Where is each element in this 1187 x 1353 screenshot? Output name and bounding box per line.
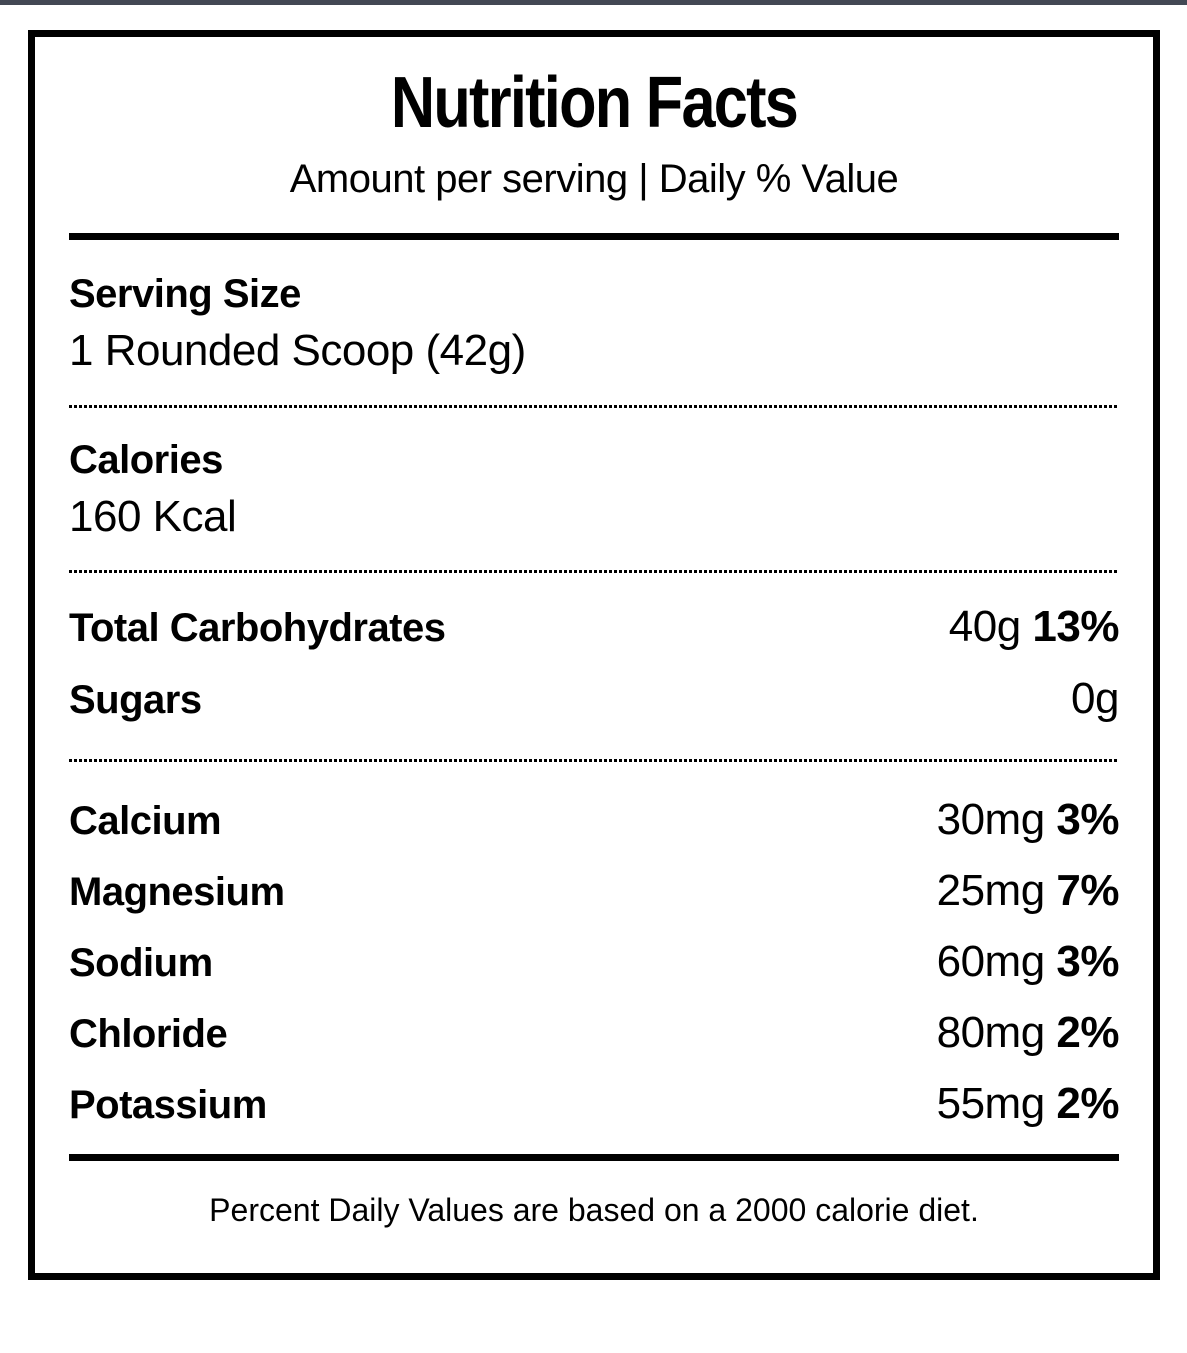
nutrient-row-sodium — [69, 937, 1119, 987]
nutrient-row-sugars — [69, 674, 1119, 724]
nutrient-daily-value: 3% — [1056, 795, 1119, 845]
nutrient-amount: 25mg — [936, 866, 1057, 916]
nutrient-row-magnesium — [69, 866, 1119, 916]
divider-dotted-carbohydrates — [69, 759, 1119, 762]
nutrient-value — [936, 795, 1119, 845]
calories-value: 160 Kcal — [69, 491, 237, 541]
nutrient-name: Sugars — [69, 678, 202, 723]
divider-dotted-calories — [69, 570, 1119, 573]
nutrient-value — [936, 1008, 1119, 1058]
nutrient-daily-value: 13% — [1032, 602, 1119, 652]
divider-thick-top — [69, 233, 1119, 240]
nutrient-daily-value: 3% — [1056, 937, 1119, 987]
calories-heading: Calories — [69, 437, 223, 482]
nutrient-row-total-carbohydrates — [69, 602, 1119, 652]
nutrient-amount: 0g — [1071, 674, 1119, 724]
nutrient-row-potassium — [69, 1079, 1119, 1129]
nutrient-daily-value: 7% — [1056, 866, 1119, 916]
nutrient-name: Chloride — [69, 1012, 228, 1057]
label-title: Nutrition Facts — [390, 63, 798, 143]
nutrient-amount: 30mg — [936, 795, 1057, 845]
nutrient-name: Magnesium — [69, 870, 285, 915]
nutrient-amount: 80mg — [936, 1008, 1057, 1058]
nutrient-name: Sodium — [69, 941, 213, 986]
divider-thick-bottom — [69, 1154, 1119, 1161]
nutrient-value — [1071, 674, 1119, 724]
nutrient-amount: 55mg — [936, 1079, 1057, 1129]
nutrition-facts-label — [28, 30, 1160, 1280]
nutrient-amount: 60mg — [936, 937, 1057, 987]
serving-size-value: 1 Rounded Scoop (42g) — [69, 326, 526, 375]
nutrient-value — [936, 937, 1119, 987]
label-subtitle: Amount per serving | Daily % Value — [289, 157, 899, 201]
divider-dotted-serving — [69, 405, 1119, 408]
nutrient-name: Total Carbohydrates — [69, 606, 446, 651]
nutrient-value — [936, 866, 1119, 916]
serving-size-heading: Serving Size — [69, 272, 301, 316]
nutrient-value — [936, 1079, 1119, 1129]
window-top-bar — [0, 0, 1187, 5]
nutrient-row-calcium — [69, 795, 1119, 845]
footer-note: Percent Daily Values are based on a 2000 calorie diet. — [209, 1192, 979, 1229]
nutrient-daily-value: 2% — [1056, 1079, 1119, 1129]
nutrient-name: Potassium — [69, 1083, 267, 1128]
nutrient-row-chloride — [69, 1008, 1119, 1058]
nutrient-amount: 40g — [948, 602, 1033, 652]
nutrient-daily-value: 2% — [1056, 1008, 1119, 1058]
nutrient-name: Calcium — [69, 799, 222, 844]
nutrient-value — [948, 602, 1119, 652]
